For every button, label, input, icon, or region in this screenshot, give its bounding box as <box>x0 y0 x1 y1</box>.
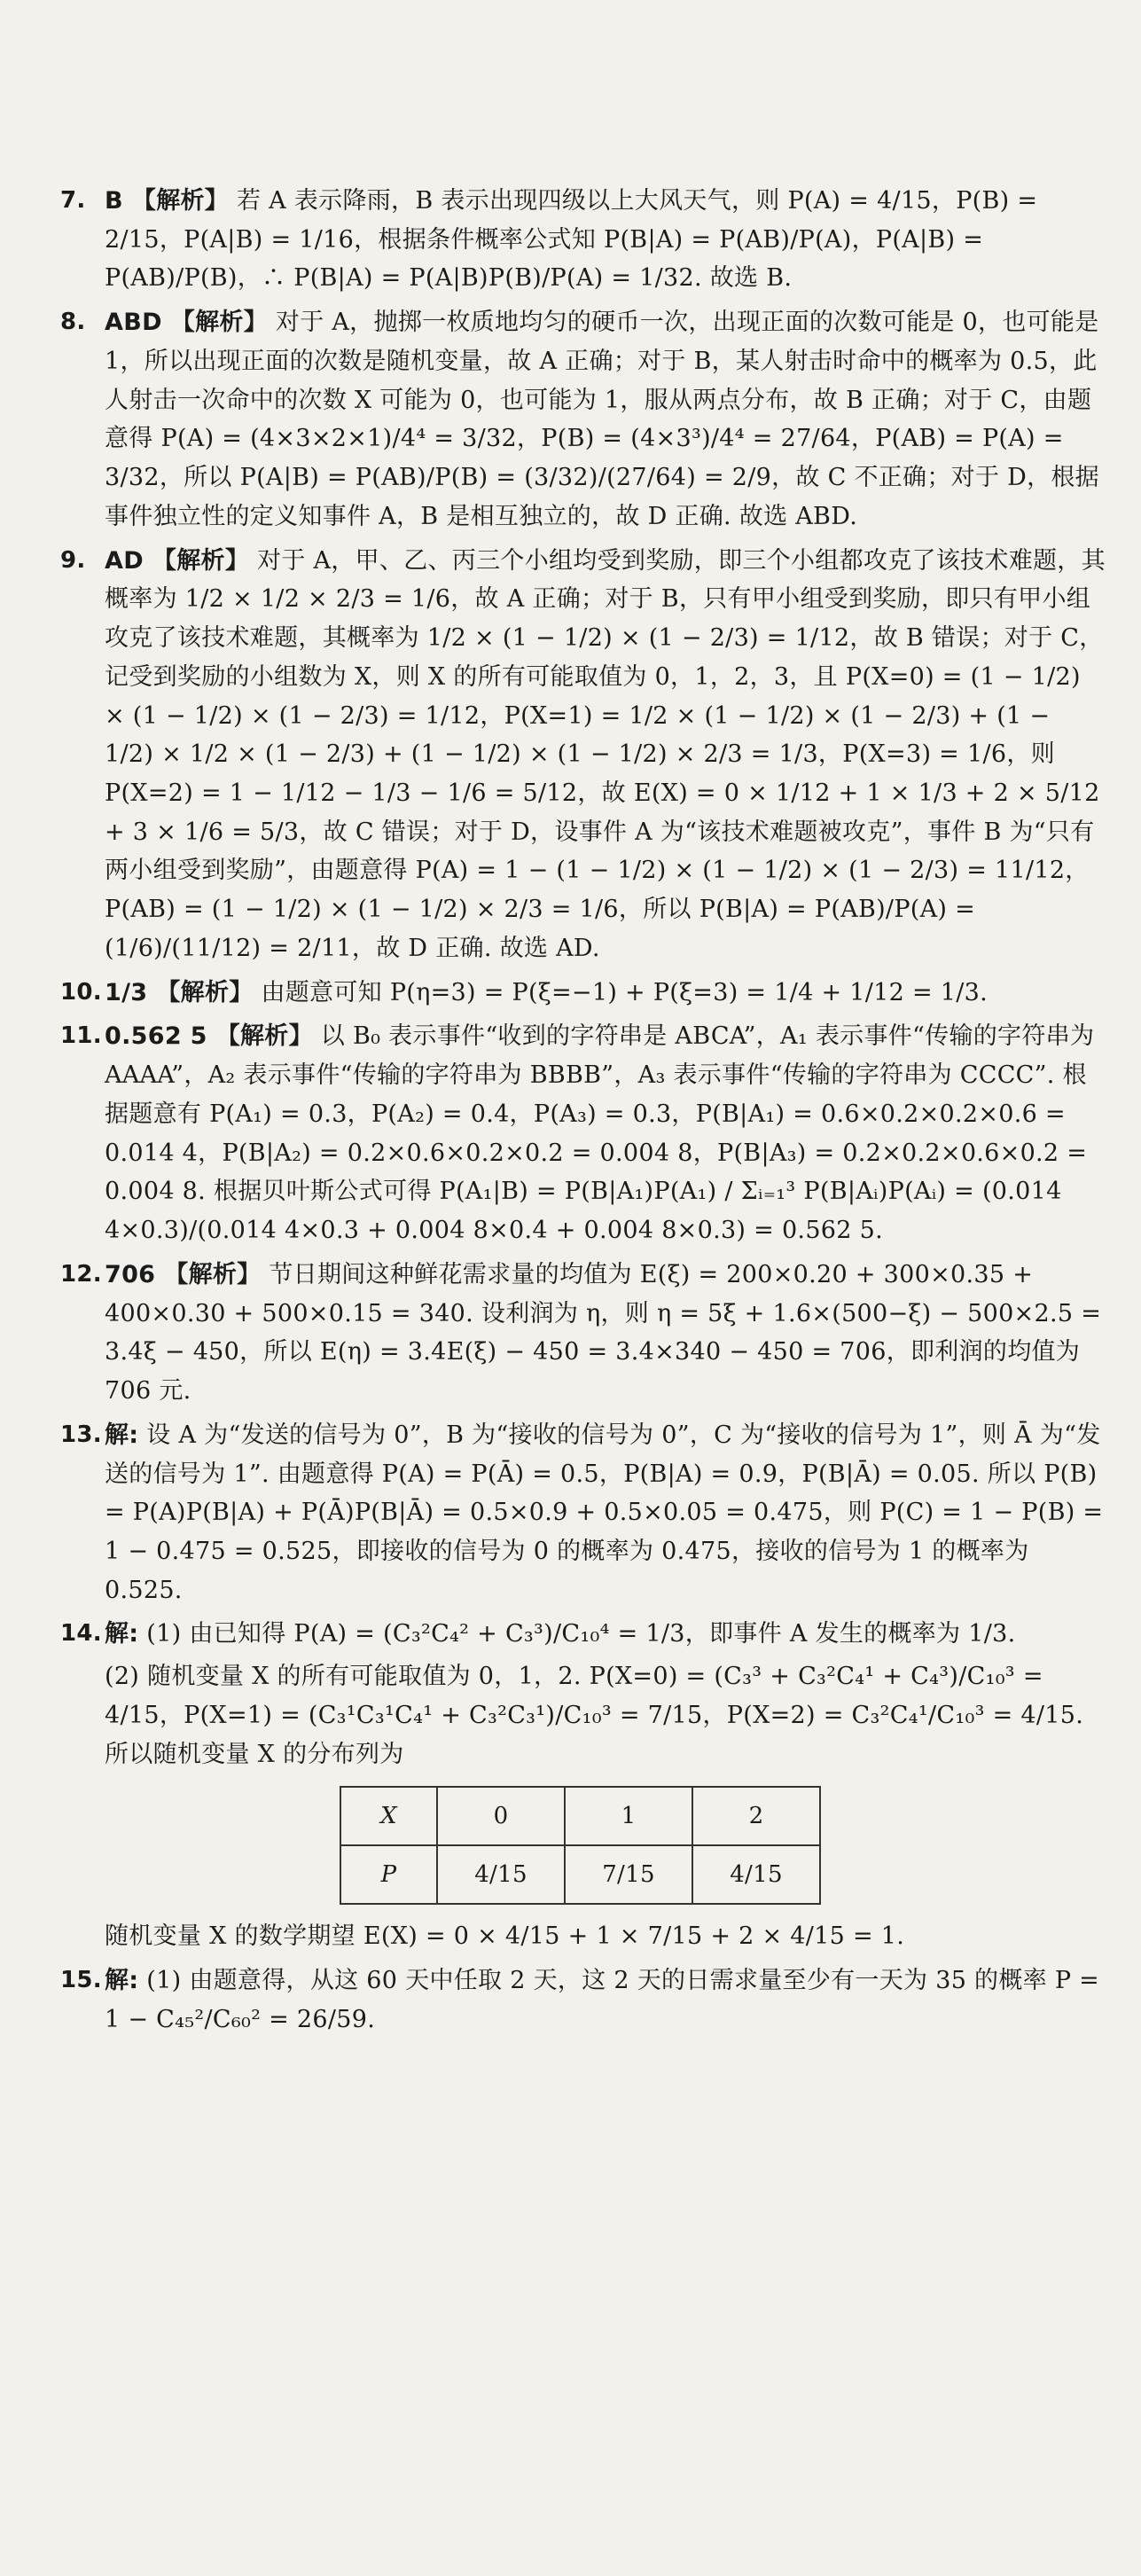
table-cell: 1 <box>565 1787 692 1845</box>
solution-tag: 解: <box>105 1967 139 1995</box>
solution-9 <box>60 542 1108 968</box>
solution-tag: 解: <box>105 1620 139 1648</box>
table-row <box>340 1787 820 1845</box>
answer-value: 1/3 <box>105 978 148 1006</box>
table-cell: 7/15 <box>565 1845 692 1904</box>
answer-choice: AD <box>105 546 144 575</box>
solution-text: (1) 由已知得 P(A) = (C₃²C₄² + C₃³)/C₁₀⁴ = 1/3，即事件 A 发生的概率为 1/3. <box>146 1620 1016 1648</box>
analysis-tag: 【解析】 <box>215 1022 313 1051</box>
solution-text-part-3: 随机变量 X 的数学期望 E(X) = 0 × 4/15 + 1 × 7/15 + 2 × 4/15 = 1. <box>105 1922 905 1951</box>
item-number: 12. <box>60 1260 102 1288</box>
solution-11 <box>60 1017 1106 1249</box>
solution-text: (1) 由题意得，从这 60 天中任取 2 天，这 2 天的日需求量至少有一天为 35 的概率 P = 1 − C₄₅²/C₆₀² = 26/59. <box>105 1967 1107 2033</box>
solution-text: 对于 A，抛掷一枚质地均匀的硬币一次，出现正面的次数可能是 0，也可能是 1，所以出现正面的次数是随机变量，故 A 正确；对于 B，某人射击时命中的概率为 0.5，此人射击一次命中的次数 X 可能为 0，也可能为 1，服从两点分布，故 B 正确；对于 C，由题意得 P(A) = (4×3×2×1)/4⁴ = 3/32，P(B) = (4×3³)/4⁴ = 27/64，P(AB) = P(A) = 3/32，所以 P(A|B) = P(AB)/P(B) = (3/32)/(27/64) = 2/9，故 C 不正确；对于 D，根据事件独立性的定义知事件 A，B 是相互独立的，故 D 正确. 故选 ABD. <box>105 309 1107 530</box>
distribution-table <box>340 1786 821 1905</box>
item-number: 7. <box>60 187 86 214</box>
solution-text: 由题意可知 P(η=3) = P(ξ=−1) + P(ξ=3) = 1/4 + 1/12 = 1/3. <box>261 978 989 1006</box>
solution-text-part-2: (2) 随机变量 X 的所有可能取值为 0，1，2. P(X=0) = (C₃³ + C₃²C₄¹ + C₄³)/C₁₀³ = 4/15，P(X=1) = (C₃¹C₃¹C₄¹ + C₃²C₃¹)/C₁₀³ = 7/15，P(X=2) = C₃²C₄¹/C₁₀³ = 4/15. 所以随机变量 X 的分布列为 <box>105 1663 1091 1768</box>
solution-tag: 解: <box>105 1421 139 1449</box>
item-number: 15. <box>60 1967 102 1994</box>
item-number: 8. <box>60 309 86 336</box>
table-header-cell: X <box>340 1787 437 1845</box>
table-cell: 4/15 <box>437 1845 565 1904</box>
analysis-tag: 【解析】 <box>131 187 230 215</box>
solution-text: 若 A 表示降雨，B 表示出现四级以上大风天气，则 P(A) = 4/15，P(B) = 2/15，P(A|B) = 1/16，根据条件概率公式知 P(B|A) = P(AB)/P(A)，P(A|B) = P(AB)/P(B)，∴ P(B|A) = P(A|B)P(B)/P(A) = 1/32. 故选 B. <box>105 187 1046 293</box>
analysis-tag: 【解析】 <box>152 546 250 575</box>
answer-choice: ABD <box>105 309 162 337</box>
solution-7 <box>60 182 1106 298</box>
solution-13 <box>60 1416 1112 1610</box>
solution-14 <box>60 1615 1106 1956</box>
solution-text: 以 B₀ 表示事件“收到的字符串是 ABCA”，A₁ 表示事件“传输的字符串为 AAAA”，A₂ 表示事件“传输的字符串为 BBBB”，A₃ 表示事件“传输的字符串为 CCCC”. 根据题意有 P(A₁) = 0.3，P(A₂) = 0.4，P(A₃) = 0.3，P(B|A₁) = 0.6×0.2×0.2×0.6 = 0.014 4，P(B|A₂) = 0.2×0.6×0.2×0.2 = 0.004 8，P(B|A₃) = 0.2×0.2×0.6×0.2 = 0.004 8. 根据贝叶斯公式可得 P(A₁|B) = P(B|A₁)P(A₁) / Σᵢ₌₁³ P(B|Aᵢ)P(Aᵢ) = (0.014 4×0.3)/(0.014 4×0.3 + 0.004 8×0.4 + 0.004 8×0.3) = 0.562 5. <box>105 1022 1103 1245</box>
solution-text: 设 A 为“发送的信号为 0”，B 为“接收的信号为 0”，C 为“接收的信号为 1”，则 Ā 为“发送的信号为 1”. 由题意得 P(A) = P(Ā) = 0.5，P(B|A) = 0.9，P(B|Ā) = 0.05. 所以 P(B) = P(A)P(B|A) + P(Ā)P(B|Ā) = 0.5×0.9 + 0.5×0.05 = 0.475，则 P(C) = 1 − P(B) = 1 − 0.475 = 0.525，即接收的信号为 0 的概率为 0.475，接收的信号为 1 的概率为 0.525. <box>105 1421 1112 1604</box>
solution-8 <box>60 303 1107 536</box>
item-number: 14. <box>60 1620 102 1648</box>
solution-12 <box>60 1256 1110 1411</box>
item-number: 10. <box>60 978 102 1006</box>
analysis-tag: 【解析】 <box>170 309 268 337</box>
table-cell: 2 <box>692 1787 820 1845</box>
answer-value: 706 <box>105 1260 156 1288</box>
solution-15 <box>60 1961 1107 2039</box>
answer-value: 0.562 5 <box>105 1022 207 1051</box>
answer-choice: B <box>105 187 123 215</box>
item-number: 11. <box>60 1022 102 1050</box>
solution-text: 对于 A，甲、乙、丙三个小组均受到奖励，即三个小组都攻克了该技术难题，其概率为 1/2 × 1/2 × 2/3 = 1/6，故 A 正确；对于 B，只有甲小组受到奖励，即只有甲小组攻克了该技术难题，其概率为 1/2 × (1 − 1/2) × (1 − 2/3) = 1/12，故 B 错误；对于 C，记受到奖励的小组数为 X，则 X 的所有可能取值为 0，1，2，3，且 P(X=0) = (1 − 1/2) × (1 − 1/2) × (1 − 2/3) = 1/12，P(X=1) = 1/2 × (1 − 1/2) × (1 − 2/3) + (1 − 1/2) × 1/2 × (1 − 2/3) + (1 − 1/2) × (1 − 1/2) × 2/3 = 1/3，P(X=3) = 1/6，则 P(X=2) = 1 − 1/12 − 1/3 − 1/6 = 5/12，故 E(X) = 0 × 1/12 + 1 × 1/3 + 2 × 5/12 + 3 × 1/6 = 5/3，故 C 错误；对于 D，设事件 A 为“该技术难题被攻克”，事件 B 为“只有两小组受到奖励”，由题意得 P(A) = 1 − (1 − 1/2) × (1 − 1/2) × (1 − 2/3) = 11/12，P(AB) = (1 − 1/2) × (1 − 1/2) × 2/3 = 1/6，所以 P(B|A) = P(AB)/P(A) = (1/6)/(11/12) = 2/11，故 D 正确. 故选 AD. <box>105 546 1108 962</box>
analysis-tag: 【解析】 <box>164 1260 262 1288</box>
solution-10 <box>60 974 1106 1013</box>
table-cell: 4/15 <box>692 1845 820 1904</box>
table-header-cell: P <box>340 1845 437 1904</box>
item-number: 9. <box>60 546 86 574</box>
table-cell: 0 <box>437 1787 565 1845</box>
item-number: 13. <box>60 1421 102 1448</box>
solution-text: 节日期间这种鲜花需求量的均值为 E(ξ) = 200×0.20 + 300×0.35 + 400×0.30 + 500×0.15 = 340. 设利润为 η，则 η = 5ξ + 1.6×(500−ξ) − 500×2.5 = 3.4ξ − 450，所以 E(η) = 3.4E(ξ) − 450 = 3.4×340 − 450 = 706，即利润的均值为 706 元. <box>105 1260 1110 1405</box>
table-row <box>340 1845 820 1904</box>
analysis-tag: 【解析】 <box>156 978 254 1006</box>
